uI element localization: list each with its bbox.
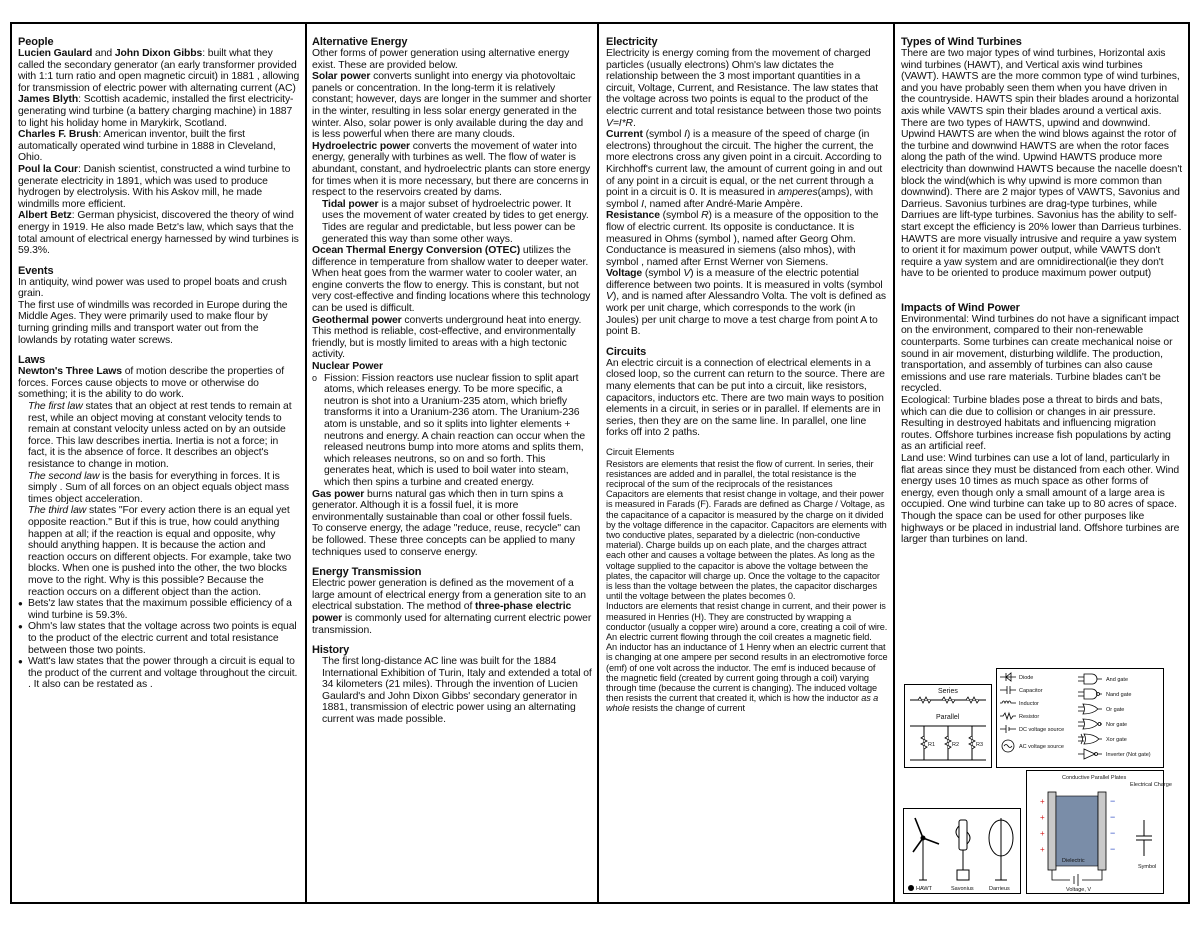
inductors-text: Inductors are elements that resist change in current, and their power is measured in Henries (H). They are constructed by wrapping a conductor (usually a copper wire) around a core, creating a coil of wire. An electric current flowing through the coil creates a magnetic field. (606, 601, 888, 643)
second-law: The second law is the basis for everything in forces. It is simply . Sum of all forces on an object equals object mass times object acceleration. (28, 470, 290, 505)
hydroelectric-power: Hydroelectric power converts the movement of water into energy, generally with turbines as well. The flow of water is abundant, constant, and hydroelectric plants can store energy for times when it is more necessary, but there are concerns in respect to the reservoirs created by dams. (312, 140, 591, 199)
column-energy (312, 36, 592, 896)
darrieus-label: Darrieus (989, 886, 1010, 892)
people-gaulard: Lucien Gaulard and John Dixon Gibbs: built what they called the secondary generator (an early transformer provided with 1:1 turn ratio and open magnetic circuit) in 1881 , allowing for transmission of electric power with alternating current (AC) (18, 48, 300, 94)
energy-transmission-heading: Energy Transmission (312, 566, 422, 579)
series-label: Series (938, 688, 958, 695)
inverter-label: Inverter (Not gate) (1106, 752, 1151, 758)
electricity-text: Electricity is energy coming from the movement of charged particles (usually electrons) Ohm's law dictates the relationship between the 3 most important quantities in a circuit, Voltage, Current, and Resistance. The law states that the voltage across two points is equal to the product of the electric current and total resistance between those two points V=I*R. (606, 48, 882, 129)
ac-source-label: AC voltage source (1019, 744, 1064, 750)
nuclear-power-label: Nuclear Power (312, 361, 383, 373)
betz-law-bullet: ● Bets'z law states that the maximum possible efficiency of a wind turbine is 59.3%. (18, 598, 300, 621)
solar-power: Solar power converts sunlight into energy via photovoltaic panels or concentration. In the long-term it is relatively constant; however, days are longer in the summer and shorter in the winter, resulting in less solar energy generated in the winter. Also, solar power is only available during the day and is less powerful when there are many clouds. (312, 71, 592, 141)
resistor-r3-label: R3 (976, 742, 984, 748)
people-betz: Albert Betz: German physicist, discovered the theory of wind energy in 1919. He also made Betz's law, which says that the total amount of electrical energy harnessed by wind turbines is 59.3%. (18, 210, 299, 257)
capacitor-figure (1026, 770, 1172, 894)
inductor-label: Inductor (1019, 701, 1039, 707)
svg-text:+: + (1040, 813, 1045, 822)
conductive-plates-label: Conductive Parallel Plates (1062, 775, 1127, 781)
watt-law-bullet: ● Watt's law states that the power through a circuit is equal to the product of the current and voltage throughout the circuit. . It also can be restated as . (18, 656, 300, 691)
nor-gate-label: Nor gate (1106, 722, 1128, 728)
svg-text:+: + (1040, 845, 1045, 854)
svg-text:−: − (1110, 796, 1116, 806)
conserve-energy: To conserve energy, the adage "reduce, reuse, recycle" can be followed. These three concepts can be applied to many techniques used to conserve energy. (312, 523, 581, 558)
impacts-ecological: Ecological: Turbine blades pose a threat to birds and bats, which can die due to collision or changes in air pressure. Resulting in destroyed habitats and influencing migration routes. Offshore turbines increase fish populations by acting as an artificial reef. (901, 395, 1171, 453)
people-heading: People (18, 36, 54, 48)
events-middle-ages: The first use of windmills was recorded in Europe during the Middle Ages. They were primarily used to make flour by turning grinding mills and transport water out from the lowlands by rotating water screws. (18, 299, 288, 346)
current-definition: Current (symbol I) is a measure of the speed of charge (in electrons) throughout the circuit. The higher the current, the more electrons cross any given point in a circuit. According to Kirchhoff's current law, the amount of current going in and out of any point in a circuit is equal, or the net current through a point in a circuit is 0. It is measured in amperes(amps), with symbol I, named after André-Marie Ampère. (606, 129, 883, 210)
energy-transmission-text: Electric power generation is defined as the movement of a large amount of electrical energy from a generation site to an electrical substation. The method of three-phase electric power is commonly used for alternating current electric power transmission. (312, 578, 592, 636)
third-law: The third law states "For every action there is an equal yet opposite reaction." But if this is true, how could anything happen at all; if the reaction is equal and opposite, why should anything happen. It is because the action and reaction occurs on different objects. For example, take two blocks. When one is pushed into the other, the two blocks move to the right. Why is this possible? Because the reaction occurs on a different object than the action. (28, 505, 292, 598)
history-text: The first long-distance AC line was built for the 1884 International Exhibition of Turin, Italy and extended a total of 34 kilometers (21 miles). Through the invention of Lucien Gaulard's and John Dixon Gibbs' secondary generator in 1881, transmission of electric power using an alternating current was made possible. (322, 656, 592, 726)
svg-text:+: + (1040, 829, 1045, 838)
svg-text:+: + (1040, 797, 1045, 806)
gas-power: Gas power burns natural gas which then in turn spins a generator. Although it is a fossil fuel, it is more environmentally sustainable than coal or other fossil fuels. (312, 488, 573, 523)
turbine-types-figure (903, 808, 1021, 894)
voltage-label: Voltage, V (1066, 887, 1092, 893)
resistance-definition: Resistance (symbol R) is a measure of the opposition to the flow of electric current. Its opposite is conductance. It is measured in Ohms (symbol ), named after Georg Ohm. Conductance is measured in siemens (also mhos), with symbol , named after Ernst Werner von Siemens. (606, 210, 879, 268)
column-people-events-laws (18, 36, 300, 896)
history-heading: History (312, 644, 350, 657)
xor-gate-label: Xor gate (1106, 737, 1127, 743)
events-antiquity: In antiquity, wind power was used to propel boats and crush grain. (18, 276, 287, 300)
nand-gate-label: Nand gate (1106, 692, 1132, 698)
svg-text:−: − (1110, 828, 1116, 838)
circuits-text: An electric circuit is a connection of electrical elements in a closed loop, so the current can return to the source. There are many elements that can be put into a circuit, like resistors, capacitors, inductors etc. There are two main ways to position elements in a circuit, in series or in parallel. If elements are in series, then they are on the same line. In parallel, one line forks off into 2 paths. (606, 357, 885, 439)
circuits-heading: Circuits (606, 345, 647, 358)
symbol-label: Symbol (1138, 864, 1157, 870)
column-divider (893, 22, 895, 904)
types-of-turbines-text: There are two major types of wind turbines, Horizontal axis wind turbines (HAWT), and Vertical axis wind turbines (VAWT). HAWTS are the more common type of wind turbines, and you have probably seen them when you have driven in the countryside. HAWTS spin their blades around a horizontal axis while VAWTS spin their blades around a vertical axis. There are two types of HAWTS, upwind and downwind. Upwind HAWTS are when the wind blows against the rotor of the turbine and downwind HAWTS are when the rotor faces along the path of the wind. Upwind HAWTS produce more electricity than downwind HAWTS because the nacelle doesn't block the wind(which is why upwind is more common than downwind). There are 2 major types of VAWTS, Savonius and Darrieus. Savonius turbines are drag-type turbines, while Darriues are lift-type turbines. Savonius has the ability to self-start except the efficiency is 20% lower than Darrieus turbines. HAWTS are more visually intrusive and require a yaw system to orient it for maximum power output, while VAWTS don't require a yaw system and are omnidirectional(ie they don't have to be oriented to produce maximum power output) (901, 48, 1183, 280)
svg-text:−: − (1110, 844, 1116, 854)
circuit-elements-heading: Circuit Elements (606, 447, 675, 458)
otec: Ocean Thermal Energy Conversion (OTEC) utilizes the difference in temperature from shallow water to deeper water. When heat goes from the warmer water to cooler water, an engine converts the flow to energy. This is constant, but not very cost-effective and finding locations where this technology can be used is difficult. (312, 245, 591, 315)
circuit-elements-body (606, 459, 888, 714)
column-wind-turbines (901, 36, 1183, 676)
svg-text:−: − (1110, 812, 1116, 822)
capacitor-label: Capacitor (1019, 688, 1043, 694)
dielectric-label: Dielectric (1062, 858, 1085, 864)
circuit-symbols-figure (996, 668, 1164, 768)
resistor-label: Resistor (1019, 714, 1040, 720)
resistors-text: Resistors are elements that resist the flow of current. In series, their resistances are added and in parallel, the total resistance is the reciprocal of the sum of the reciprocals of the resistances (606, 458, 874, 489)
or-gate-label: Or gate (1106, 707, 1125, 713)
diode-label: Diode (1019, 675, 1034, 681)
fission-bullet: o Fission: Fission reactors use nuclear fission to split apart atoms, which releases energy. To be more specific, a neutron is shot into a Uranium-235 atom, which briefly transforms it into a Uranium-236 atom. The Uranium-236 atom is unstable, and so it splits into lighter elements + neutrons and energy. A chain reaction can occur when the released neutrons bump into more atoms and splits them, which releases neutrons, so on and so forth. This generates heat, which is used to boil water into steam, which then spins a turbine and created energy. (312, 373, 592, 489)
laws-heading: Laws (18, 354, 46, 367)
electricity-heading: Electricity (606, 36, 658, 48)
column-electricity (606, 36, 888, 896)
impacts-land-use: Land use: Wind turbines can use a lot of land, particularly in flat areas since they must be distanced from each other. Wind energy uses 10 times as much space as other forms of energy, even though only a small amount of a large area is occupied. One wind turbine can take up to 80 acres of space. Though the space can be used for other purposes like highways or be placed in industrial land. Offshore turbines are larger than turbines on land. (901, 453, 1180, 546)
voltage-definition: Voltage (symbol V) is a measure of the electric potential difference between two points. It is measured in volts (symbol V), and is named after Alessandro Volta. The volt is defined as work per unit charge, which corresponds to the work (in Joules) per unit charge to move a test charge from point A to point B. (606, 268, 887, 338)
savonius-label: Savonius (951, 886, 974, 892)
inductance-text: An inductor has an inductance of 1 Henry when an electric current that is changing at one ampere per second results in an electromotive force (emf) of one volt across the inductor. The emf is induced because of the magnetic field (created by current going through a coil) varying through time (because the current is changing). The induced voltage then resists the current that created it, which is how the inductor as a whole resists the change of current (606, 642, 888, 714)
geothermal-power: Geothermal power converts underground heat into energy. This method is reliable, cost-effective, and environmentally friendly, but is mostly limited to areas with a high tectonic activity. (312, 314, 582, 361)
hawt-label: HAWT (916, 886, 932, 892)
types-of-turbines-heading: Types of Wind Turbines (901, 36, 1022, 48)
events-heading: Events (18, 264, 54, 277)
impacts-heading: Impacts of Wind Power (901, 301, 1020, 314)
people-la-cour: Poul la Cour: Danish scientist, constructed a wind turbine to generate electricity in 1891, which was used to produce hydrogen by electrolysis. With his Askov mill, he made windmills more efficient. (18, 163, 291, 210)
column-divider (305, 22, 307, 904)
column-divider (597, 22, 599, 904)
ohm-law-bullet: ● Ohm's law states that the voltage across two points is equal to the product of the electric current and total resistance between those two points. (18, 621, 300, 656)
people-brush: Charles F. Brush: American inventor, built the first automatically operated wind turbine in 1888 in Cleveland, Ohio. (18, 129, 276, 164)
newton-laws: Newton's Three Laws of motion describe the properties of forces. Forces cause objects to move or otherwise do something; it is the ability to do work. (18, 366, 285, 401)
people-blyth: James Blyth: Scottish academic, installed the first electricity-generating wind turbine (a battery charging machine) in 1887 to light his holiday home in Marykirk, Scotland. (18, 94, 294, 129)
alternative-energy-heading: Alternative Energy (312, 36, 408, 48)
first-law: The first law states that an object at rest tends to remain at rest, while an object moving at constant velocity tends to remain at constant velocity unless acted on by an outside force. This law describes inertia. Inertia is not a force; in fact, it is the absence of force. It describes an object's resistance to change in motion. (28, 401, 292, 470)
electrical-charge-label: Electrical Charge (1130, 782, 1172, 788)
and-gate-label: And gate (1106, 677, 1129, 683)
resistor-r1-label: R1 (928, 742, 936, 748)
series-parallel-figure (904, 684, 992, 768)
alternative-energy-intro: Other forms of power generation using alternative energy exist. These are provided below. (312, 48, 570, 71)
resistor-r2-label: R2 (952, 742, 960, 748)
capacitors-text: Capacitors are elements that resist change in voltage, and their power is measured in Farads (F). Farads are defined as Charge / Voltage, as the capacitance of a capacitor is measured by the charge on it divided by the voltage difference in the capacitor. Capacitors are elements with two conductive plates, separated by a dielectric (non-conductive material). Charge builds up on each plate, and the charges attract each other and causes a voltage between the plates. As long as the voltage supplied to the capacitor is above the voltage between the plates, the capacitor will charge up. Once the voltage to the capacitor is less than the voltage between the plates, the capacitor discharges until the voltage between the plates becomes 0. (606, 489, 887, 602)
tidal-power: Tidal power is a major subset of hydroelectric power. It uses the movement of water created by tides to get energy. Tides are regular and predictable, but less power can be generated this way than some other ways. (322, 198, 589, 245)
impacts-environmental: Environmental: Wind turbines do not have a significant impact on the environment, compared to their non-renewable counterparts. Some turbines can create mechanical noise or sound in air movement, disturbing wildlife. The production, transportation, and assembly of turbines can also cause emissions and use rare materials. Turbine blades can't be recycled. (901, 313, 1180, 395)
parallel-label: Parallel (936, 714, 960, 721)
dc-source-label: DC voltage source (1019, 727, 1065, 733)
